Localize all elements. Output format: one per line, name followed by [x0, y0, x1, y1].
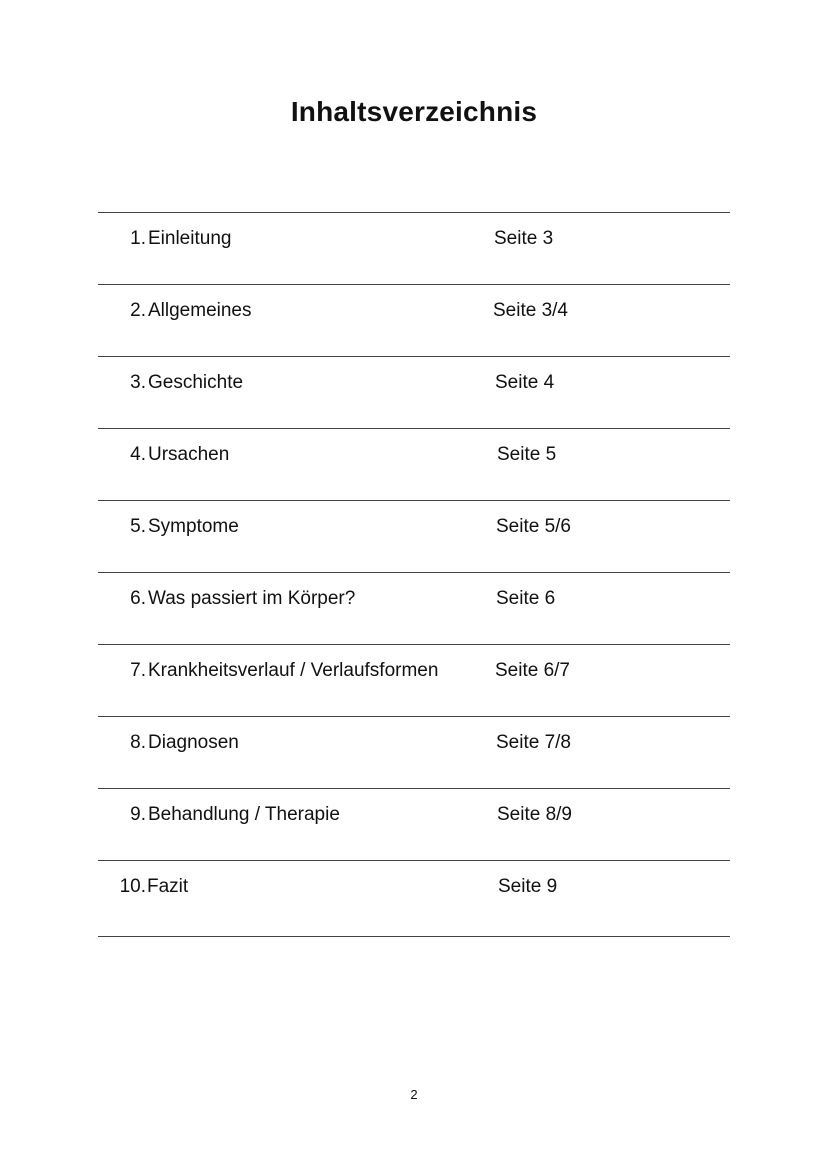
toc-entry-label: Diagnosen [148, 732, 239, 753]
toc-entry-number: 6. [130, 588, 146, 609]
toc-entry-page: Seite 5 [497, 444, 557, 465]
toc-entry-number: 8. [130, 732, 146, 753]
page-title: Inhaltsverzeichnis [290, 96, 538, 127]
toc-entry-label: Einleitung [148, 228, 232, 249]
toc-entry-page: Seite 6/7 [495, 660, 570, 681]
toc-entry-label: Allgemeines [148, 300, 252, 321]
toc-entry-number: 5. [130, 516, 146, 537]
page-number: 2 [410, 1087, 418, 1102]
toc-entry-number: 7. [130, 660, 146, 681]
toc-entry-page: Seite 9 [498, 876, 558, 897]
toc-entry-number: 10. [119, 876, 146, 897]
toc-entry [98, 789, 730, 861]
toc-entry-number: 4. [130, 444, 146, 465]
toc-entry [98, 861, 730, 937]
toc-entry-label: Was passiert im Körper? [148, 588, 356, 609]
toc-entry-label: Behandlung / Therapie [148, 804, 340, 825]
toc-entry-page: Seite 4 [495, 372, 555, 393]
toc-entry-page: Seite 3/4 [493, 300, 568, 321]
toc-entry-number: 3. [130, 372, 146, 393]
toc-entry-page: Seite 5/6 [496, 516, 571, 537]
toc-entry [98, 573, 730, 645]
toc-entry-label: Fazit [147, 876, 189, 897]
toc-entry-label: Symptome [148, 516, 239, 537]
toc-entry-number: 9. [130, 804, 146, 825]
table-of-contents [98, 212, 730, 937]
toc-entry [98, 645, 730, 717]
toc-entry [98, 429, 730, 501]
toc-entry [98, 501, 730, 573]
toc-entry-number: 2. [130, 300, 146, 321]
toc-entry [98, 717, 730, 789]
toc-entry-label: Ursachen [148, 444, 230, 465]
toc-entry-page: Seite 3 [494, 228, 554, 249]
toc-entry-page: Seite 7/8 [496, 732, 571, 753]
toc-entry-page: Seite 8/9 [497, 804, 572, 825]
toc-entry [98, 357, 730, 429]
toc-entry-label: Krankheitsverlauf / Verlaufsformen [148, 660, 439, 681]
toc-entry [98, 213, 730, 285]
toc-entry-label: Geschichte [148, 372, 244, 393]
toc-entry [98, 285, 730, 357]
toc-entry-number: 1. [130, 228, 146, 249]
toc-entry-page: Seite 6 [496, 588, 556, 609]
